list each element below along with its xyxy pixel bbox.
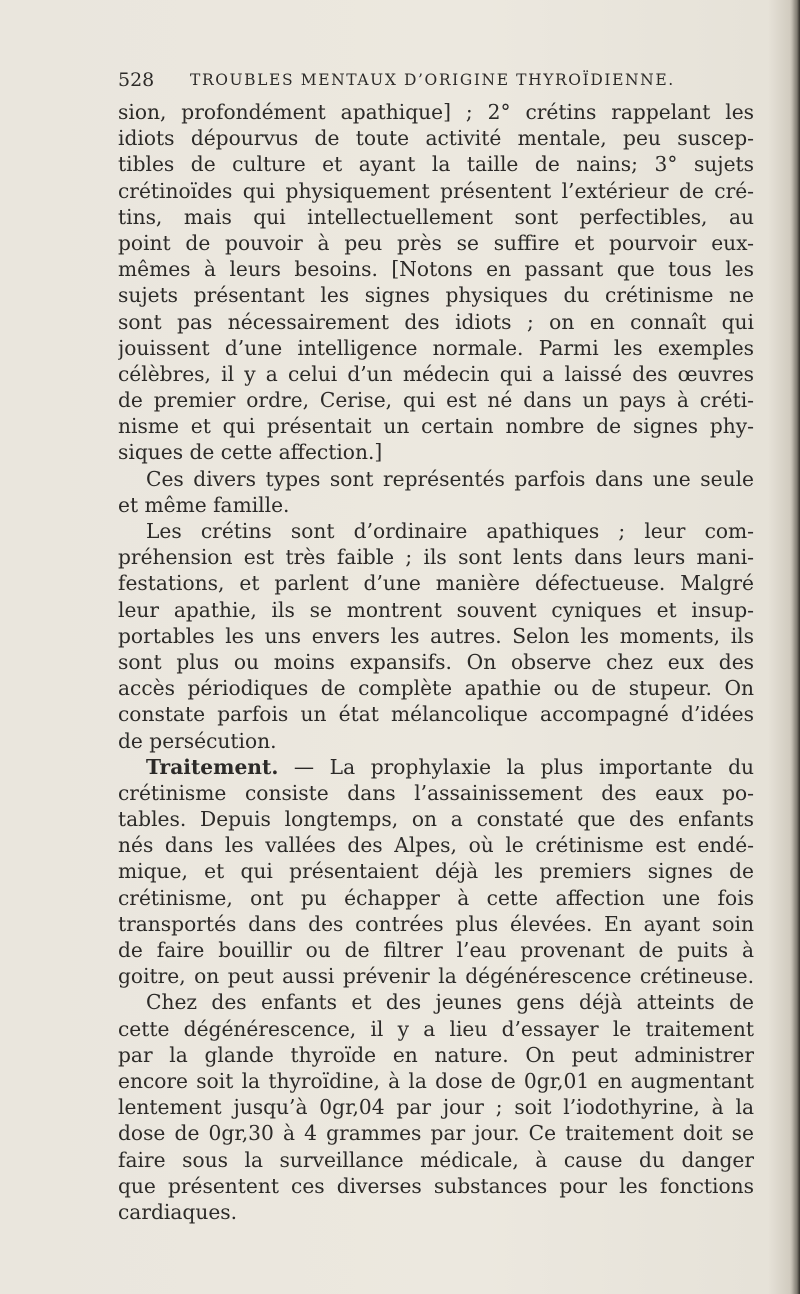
text-line: portables les uns envers les autres. Selon les moments, ils	[118, 623, 754, 648]
text-line: tins, mais qui intellectuellement sont perfectibles, au	[118, 204, 754, 229]
text-line: mique, et qui présentaient déjà les premiers signes de	[118, 859, 754, 884]
text-line: crétinisme consiste dans l’assainissement des eaux po-	[118, 780, 754, 805]
text-line: cette dégénérescence, il y a lieu d’essayer le traitement	[118, 1016, 754, 1041]
text-line-traitement	[118, 754, 754, 780]
text-line: cardiaques.	[118, 1199, 238, 1224]
text-line: de persécution.	[118, 728, 277, 753]
text-line: mêmes à leurs besoins. [Notons en passant que tous les	[118, 257, 754, 282]
text-line: Les crétins sont d’ordinaire apathiques ; leur com-	[146, 519, 754, 543]
text-line: tibles de culture et ayant la taille de nains; 3° sujets	[118, 152, 754, 177]
text-line: constate parfois un état mélancolique accompagné d’idées	[118, 702, 754, 727]
text-line: dose de 0gr,30 à 4 grammes par jour. Ce traitement doit se	[118, 1121, 754, 1146]
text-line: par la glande thyroïde en nature. On peut administrer	[118, 1042, 754, 1067]
text-line: et même famille.	[118, 492, 290, 517]
text-line: idiots dépourvus de toute activité mentale, peu suscep-	[118, 126, 754, 151]
text-line: nisme et qui présentait un certain nombre de signes phy-	[118, 414, 754, 439]
text-line: accès périodiques de complète apathie ou de stupeur. On	[118, 676, 754, 701]
text-line: sont pas nécessairement des idiots ; on en connaît qui	[118, 309, 754, 334]
text-line: transportés dans des contrées plus élevées. En ayant soin	[118, 911, 754, 936]
page-number: 528	[118, 69, 155, 91]
body-text	[118, 99, 754, 1225]
text-line: Ces divers types sont représentés parfois dans une seule	[146, 466, 754, 491]
text-line: lentement jusqu’à 0gr,04 par jour ; soit l’iodothyrine, à la	[118, 1095, 754, 1120]
page-edge-shadow	[790, 0, 800, 1294]
text-line: festations, et parlent d’une manière défectueuse. Malgré	[118, 571, 754, 596]
text-fragment: — La prophylaxie la plus importante du	[293, 754, 754, 779]
text-line: goitre, on peut aussi prévenir la dégénérescence crétineuse.	[118, 964, 754, 989]
text-line: que présentent ces diverses substances pour les fonctions	[118, 1173, 754, 1198]
text-line: jouissent d’une intelligence normale. Parmi les exemples	[118, 335, 754, 360]
text-line: siques de cette affection.]	[118, 440, 383, 465]
running-title: TROUBLES MENTAUX D’ORIGINE THYROÏDIENNE.	[190, 71, 675, 89]
text-line: de faire bouillir ou de filtrer l’eau provenant de puits à	[118, 938, 754, 962]
running-header	[118, 66, 758, 94]
text-line: préhension est très faible ; ils sont lents dans leurs mani-	[118, 545, 754, 570]
text-line: Chez des enfants et des jeunes gens déjà atteints de	[146, 990, 754, 1015]
text-line: crétinisme, ont pu échapper à cette affection une fois	[118, 885, 754, 910]
section-heading-traitement: Traitement.	[146, 754, 279, 779]
text-line: faire sous la surveillance médicale, à cause du danger	[118, 1147, 754, 1172]
text-line: de premier ordre, Cerise, qui est né dans un pays à créti-	[118, 388, 754, 413]
text-line: crétinoïdes qui physiquement présentent l’extérieur de cré-	[118, 178, 754, 203]
text-line: sujets présentant les signes physiques du crétinisme ne	[118, 283, 754, 308]
text-line: tables. Depuis longtemps, on a constaté que des enfants	[118, 807, 754, 832]
text-line: sion, profondément apathique] ; 2° crétins rappelant les	[118, 100, 754, 124]
text-line: leur apathie, ils se montrent souvent cyniques et insup-	[118, 597, 754, 622]
text-line: nés dans les vallées des Alpes, où le crétinisme est endé-	[118, 833, 754, 858]
text-line: sont plus ou moins expansifs. On observe chez eux des	[118, 649, 754, 674]
text-line: encore soit la thyroïdine, à la dose de 0gr,01 en augmentant	[118, 1068, 754, 1093]
text-line: point de pouvoir à peu près se suffire et pourvoir eux-	[118, 230, 754, 255]
text-line: célèbres, il y a celui d’un médecin qui a laissé des œuvres	[118, 361, 754, 386]
